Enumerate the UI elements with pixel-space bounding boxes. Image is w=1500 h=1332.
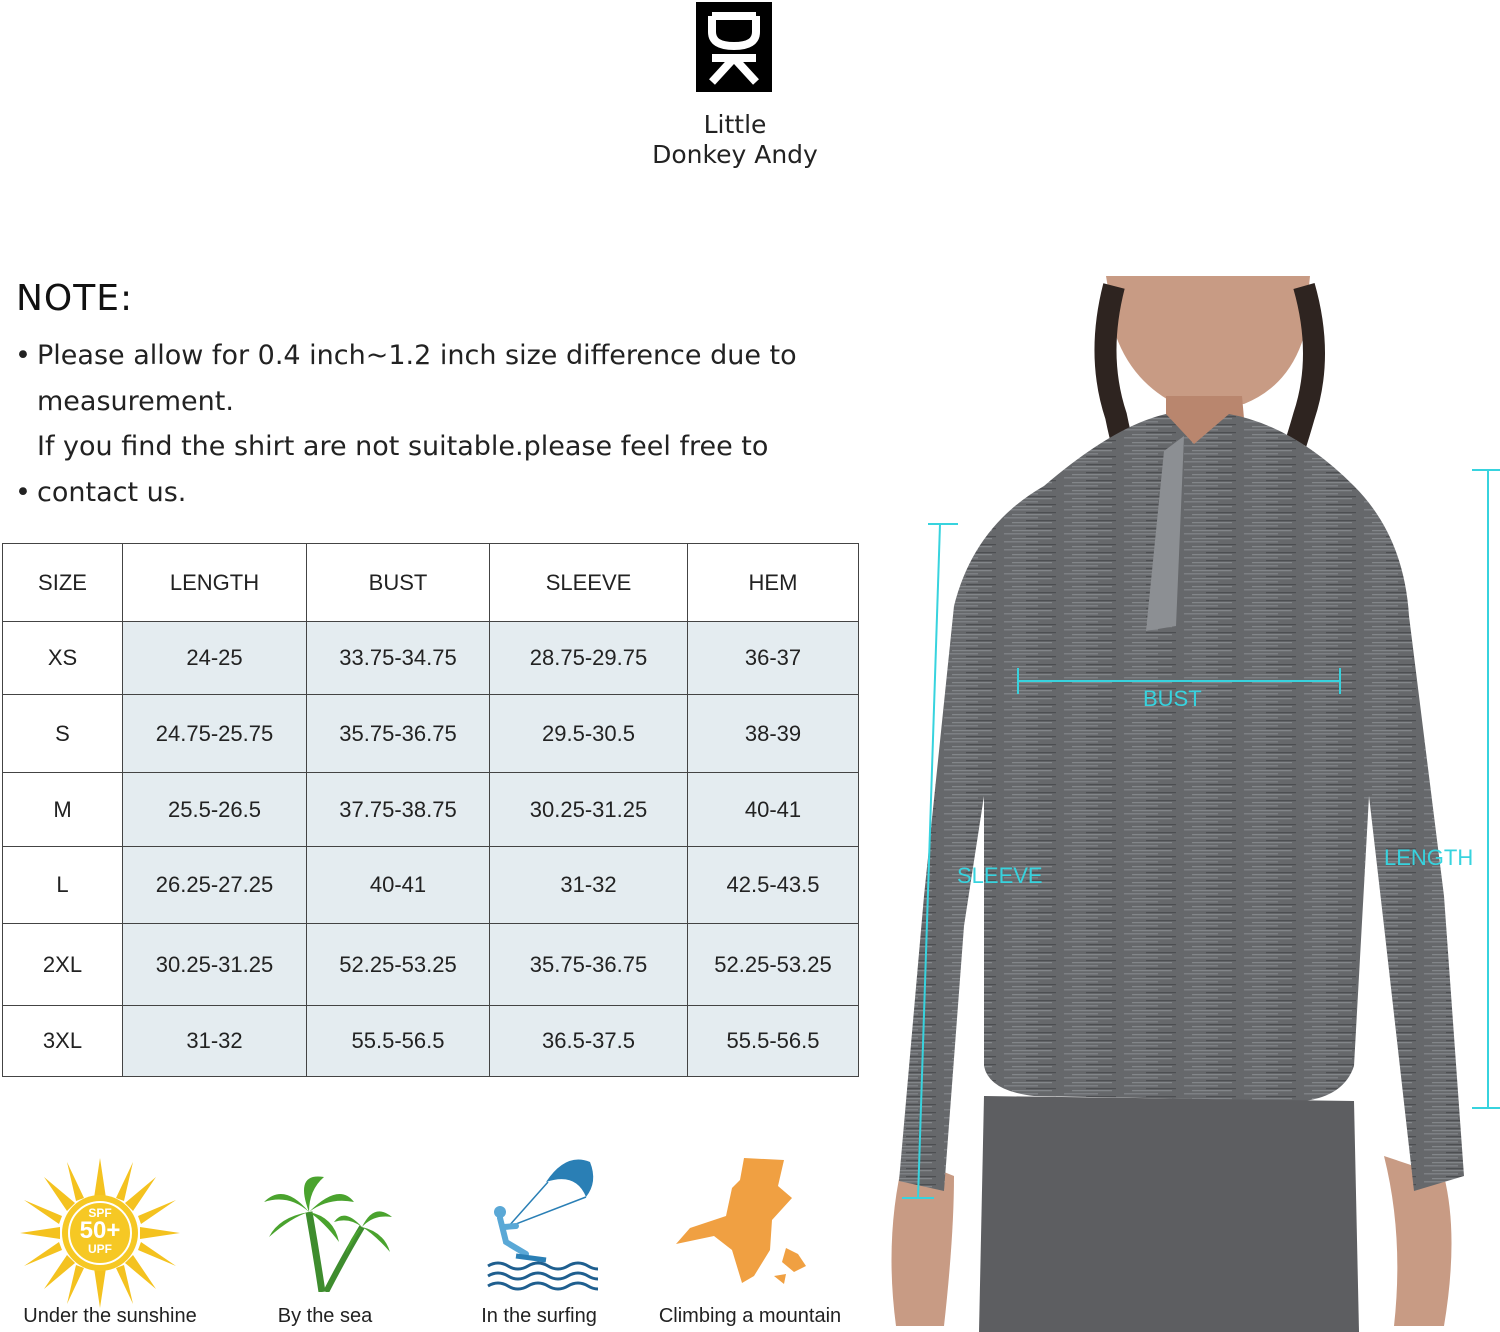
table-cell: 40-41 bbox=[688, 773, 859, 847]
column-header: LENGTH bbox=[123, 544, 307, 622]
mountain-map-icon bbox=[674, 1158, 814, 1288]
table-cell: 35.75-36.75 bbox=[307, 695, 490, 773]
table-cell: 38-39 bbox=[688, 695, 859, 773]
feature-label: By the sea bbox=[277, 1305, 373, 1327]
column-header: BUST bbox=[307, 544, 490, 622]
table-cell: 33.75-34.75 bbox=[307, 622, 490, 695]
table-cell: 36.5-37.5 bbox=[490, 1006, 688, 1077]
table-cell: 36-37 bbox=[688, 622, 859, 695]
note-line: If you find the shirt are not suitable.please feel free to bbox=[37, 431, 769, 462]
spf-badge-mid: 50+ bbox=[79, 1217, 121, 1244]
size-cell: M bbox=[3, 773, 123, 847]
size-cell: S bbox=[3, 695, 123, 773]
table-cell: 29.5-30.5 bbox=[490, 695, 688, 773]
feature-label: Climbing a mountain bbox=[658, 1305, 842, 1327]
table-cell: 55.5-56.5 bbox=[307, 1006, 490, 1077]
length-label: LENGTH bbox=[1384, 845, 1474, 870]
note-line: contact us. bbox=[37, 477, 187, 508]
model-photo bbox=[884, 276, 1484, 1332]
bust-label: BUST bbox=[1143, 686, 1202, 711]
size-cell: 3XL bbox=[3, 1006, 123, 1077]
table-cell: 31-32 bbox=[123, 1006, 307, 1077]
column-header: SLEEVE bbox=[490, 544, 688, 622]
table-cell: 24.75-25.75 bbox=[123, 695, 307, 773]
size-cell: L bbox=[3, 847, 123, 924]
table-row bbox=[3, 622, 859, 695]
spf-badge-bot: UPF bbox=[88, 1242, 112, 1256]
table-cell: 42.5-43.5 bbox=[688, 847, 859, 924]
table-cell: 31-32 bbox=[490, 847, 688, 924]
table-cell: 30.25-31.25 bbox=[490, 773, 688, 847]
table-cell: 40-41 bbox=[307, 847, 490, 924]
table-cell: 28.75-29.75 bbox=[490, 622, 688, 695]
brand-name-line2: Donkey Andy bbox=[652, 140, 818, 169]
table-cell: 25.5-26.5 bbox=[123, 773, 307, 847]
table-cell: 52.25-53.25 bbox=[688, 924, 859, 1006]
palm-tree-icon bbox=[264, 1172, 394, 1292]
table-row bbox=[3, 847, 859, 924]
table-cell: 26.25-27.25 bbox=[123, 847, 307, 924]
spf-badge bbox=[60, 1207, 140, 1255]
note-line: measurement. bbox=[37, 386, 234, 417]
size-chart-table bbox=[2, 543, 859, 1077]
table-cell: 35.75-36.75 bbox=[490, 924, 688, 1006]
spf-badge-top: SPF bbox=[88, 1206, 112, 1220]
note-title: NOTE: bbox=[16, 278, 134, 319]
table-cell: 52.25-53.25 bbox=[307, 924, 490, 1006]
table-cell: 37.75-38.75 bbox=[307, 773, 490, 847]
table-row bbox=[3, 1006, 859, 1077]
size-cell: XS bbox=[3, 622, 123, 695]
size-cell: 2XL bbox=[3, 924, 123, 1006]
kitesurf-icon bbox=[486, 1152, 598, 1292]
note-bullet: • bbox=[15, 340, 31, 371]
sleeve-label: SLEEVE bbox=[957, 863, 1043, 888]
table-header-row bbox=[3, 544, 859, 622]
column-header: SIZE bbox=[3, 544, 123, 622]
note-bullet: • bbox=[15, 477, 31, 508]
table-row bbox=[3, 924, 859, 1006]
table-row bbox=[3, 773, 859, 847]
table-cell: 24-25 bbox=[123, 622, 307, 695]
column-header: HEM bbox=[688, 544, 859, 622]
table-row bbox=[3, 695, 859, 773]
table-cell: 30.25-31.25 bbox=[123, 924, 307, 1006]
note-line: Please allow for 0.4 inch~1.2 inch size difference due to bbox=[37, 340, 797, 371]
brand-name-line1: Little bbox=[703, 110, 767, 139]
brand-logo bbox=[696, 2, 772, 92]
table-cell: 55.5-56.5 bbox=[688, 1006, 859, 1077]
feature-label: Under the sunshine bbox=[23, 1305, 197, 1327]
feature-label: In the surfing bbox=[481, 1305, 597, 1327]
